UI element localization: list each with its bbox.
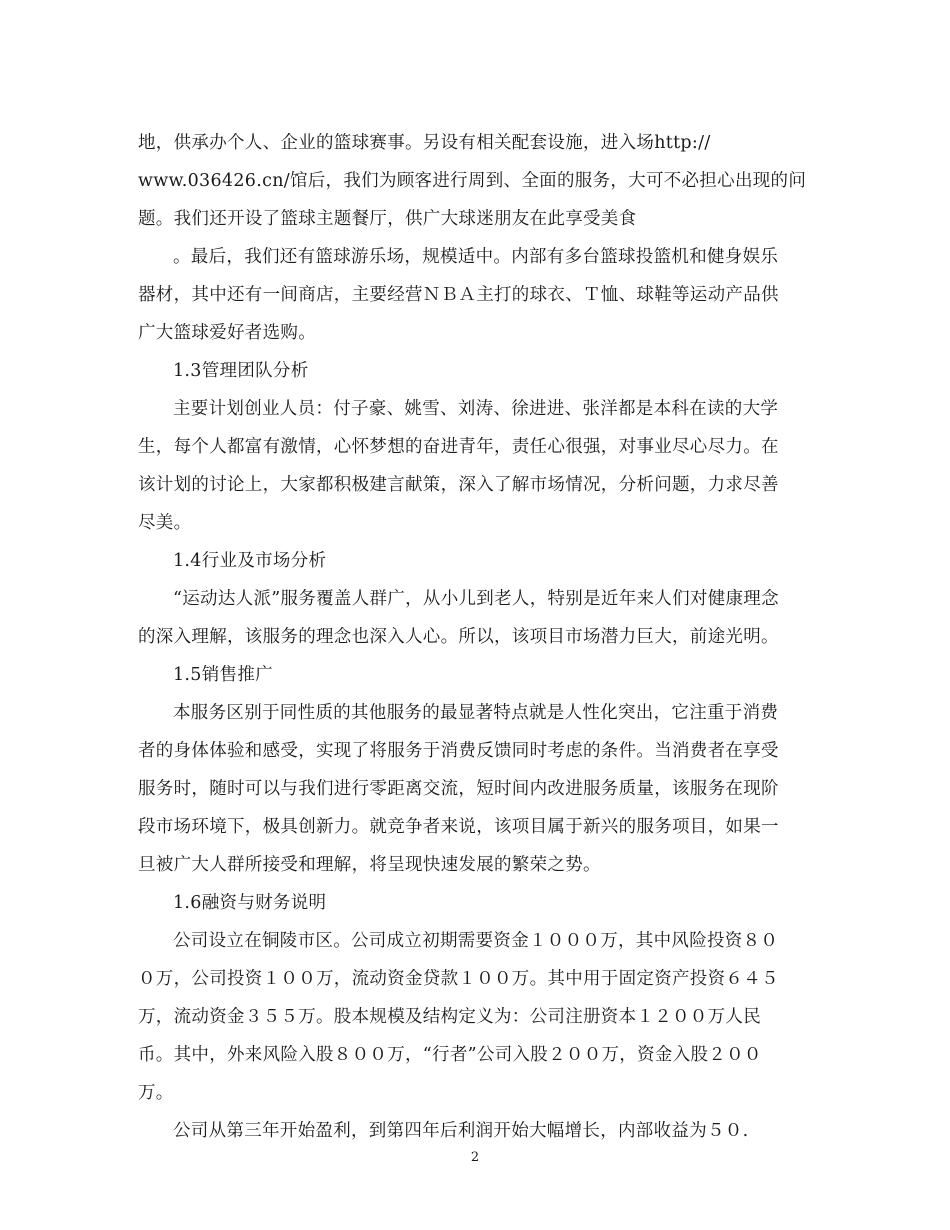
body-text-line: 旦被广大人群所接受和理解，将呈现快速发展的繁荣之势。 [138,855,601,875]
body-text-line: 服务时，随时可以与我们进行零距离交流，短时间内改进服务质量，该服务在现阶 [138,779,779,799]
body-text-line: 。最后，我们还有篮球游乐场，规模适中。内部有多台篮球投篮机和健身娱乐 [173,247,779,267]
body-text-line: 者的身体体验和感受，实现了将服务于消费反馈同时考虑的条件。当消费者在享受 [138,741,779,761]
body-text-line: 该计划的讨论上，大家都积极建言献策，深入了解市场情况，分析问题，力求尽善 [138,475,779,495]
section-heading: 1.3管理团队分析 [173,361,309,381]
body-text-line: 的深入理解，该服务的理念也深入人心。所以，该项目市场潜力巨大，前途光明。 [138,627,779,647]
body-text-line: www.036426.cn/馆后，我们为顾客进行周到、全面的服务，大可不必担心出现的问 [138,171,807,191]
body-text-line: “运动达人派”服务覆盖人群广，从小儿到老人，特别是近年来人们对健康理念 [173,589,779,609]
body-text-line: 主要计划创业人员：付子豪、姚雪、刘涛、徐进进、张洋都是本科在读的大学 [173,399,779,419]
body-text-line: 地，供承办个人、企业的篮球赛事。另设有相关配套设施，进入场http:// [138,133,711,153]
body-text-line: 题。我们还开设了篮球主题餐厅，供广大球迷朋友在此享受美食 [138,209,637,229]
body-text-line: 万。 [138,1083,174,1103]
section-heading: 1.4行业及市场分析 [173,551,327,571]
body-text-line: ０万，公司投资１００万，流动资金贷款１００万。其中用于固定资产投资６４５ [138,969,779,989]
body-text-line: 器材，其中还有一间商店，主要经营ＮＢＡ主打的球衣、Ｔ恤、球鞋等运动产品供 [138,285,779,305]
body-text-line: 公司从第三年开始盈利，到第四年后利润开始大幅增长，内部收益为５０. [173,1121,749,1141]
body-text-line: 段市场环境下，极具创新力。就竞争者来说，该项目属于新兴的服务项目，如果一 [138,817,779,837]
body-text-line: 尽美。 [138,513,192,533]
body-text-line: 生，每个人都富有激情，心怀梦想的奋进青年，责任心很强，对事业尽心尽力。在 [138,437,779,457]
section-heading: 1.6融资与财务说明 [173,893,327,913]
body-text-line: 币。其中，外来风险入股８００万，“行者”公司入股２００万，资金入股２００ [138,1045,762,1065]
body-text-line: 广大篮球爱好者选购。 [138,323,316,343]
body-text-line: 万，流动资金３５５万。股本规模及结构定义为：公司注册资本１２００万人民 [138,1007,761,1027]
section-heading: 1.5销售推广 [173,665,273,685]
body-text-line: 本服务区别于同性质的其他服务的最显著特点就是人性化突出，它注重于消费 [173,703,779,723]
body-text-line: 公司设立在铜陵市区。公司成立初期需要资金１０００万，其中风险投资８０ [173,931,779,951]
page-number: 2 [470,1150,480,1165]
